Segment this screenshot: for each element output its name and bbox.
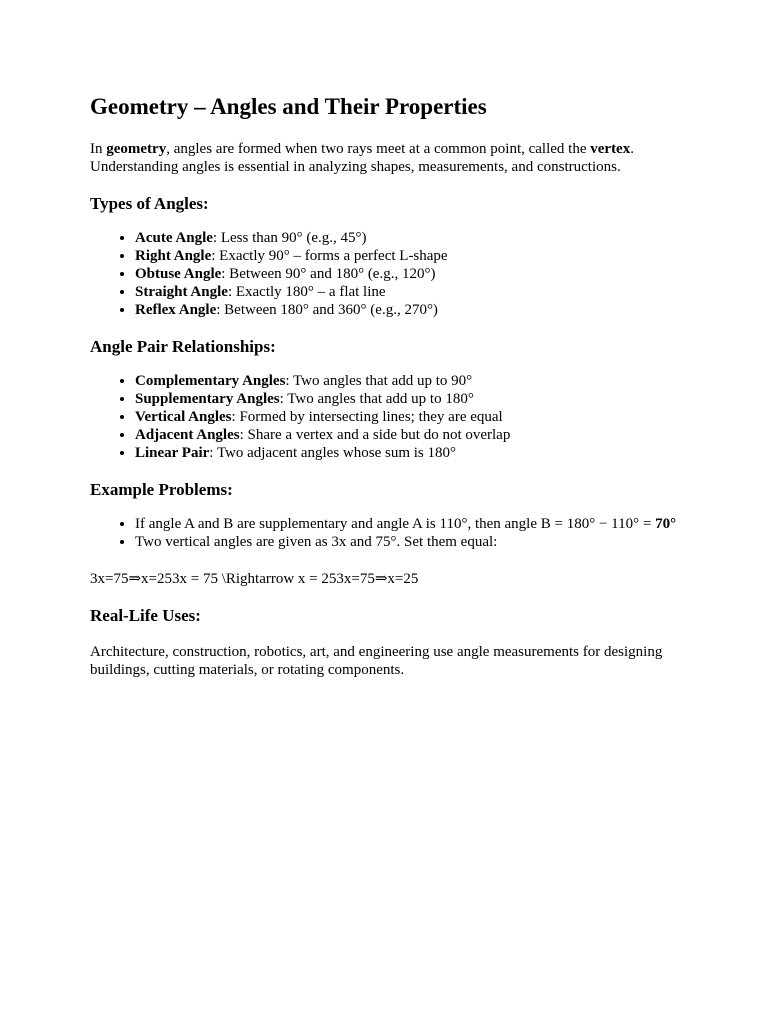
term-description: : Two angles that add up to 90° bbox=[285, 373, 473, 389]
example-answer: 70° bbox=[655, 516, 677, 532]
list-item bbox=[135, 283, 680, 301]
section-heading-types: Types of Angles: bbox=[90, 194, 209, 213]
intro-text-mid: , angles are formed when two rays meet at a common point, called the bbox=[166, 141, 591, 157]
list-item bbox=[135, 444, 680, 462]
term: Acute Angle bbox=[135, 230, 213, 246]
page-title: Geometry – Angles and Their Properties bbox=[90, 94, 487, 119]
term: Vertical Angles bbox=[135, 409, 232, 425]
term-description: : Two angles that add up to 180° bbox=[279, 391, 474, 407]
term: Obtuse Angle bbox=[135, 266, 222, 282]
intro-text-post: . Understanding angles is essential in analyzing shapes, measurements, and constructions. bbox=[90, 141, 634, 175]
examples-list bbox=[90, 515, 680, 551]
term: Adjacent Angles bbox=[135, 427, 240, 443]
term-description: : Share a vertex and a side but do not overlap bbox=[239, 427, 511, 443]
list-item bbox=[135, 247, 680, 265]
list-item bbox=[135, 390, 680, 408]
term-description: : Formed by intersecting lines; they are equal bbox=[231, 409, 503, 425]
intro-term-vertex: vertex bbox=[590, 141, 631, 157]
list-item bbox=[135, 265, 680, 283]
section-heading-uses: Real-Life Uses: bbox=[90, 606, 201, 625]
pairs-list bbox=[90, 372, 680, 462]
term-description: : Exactly 90° – forms a perfect L-shape bbox=[211, 248, 448, 264]
term-description: : Two adjacent angles whose sum is 180° bbox=[209, 445, 457, 461]
term-description: : Exactly 180° – a flat line bbox=[227, 284, 386, 300]
term: Linear Pair bbox=[135, 445, 210, 461]
intro-paragraph bbox=[90, 140, 680, 176]
list-item bbox=[135, 515, 680, 533]
term: Reflex Angle bbox=[135, 302, 217, 318]
example-text: Two vertical angles are given as 3x and 75°. Set them equal: bbox=[135, 534, 498, 550]
intro-term-geometry: geometry bbox=[106, 141, 167, 157]
list-item bbox=[135, 408, 680, 426]
document-page bbox=[90, 92, 680, 679]
list-item bbox=[135, 372, 680, 390]
term: Straight Angle bbox=[135, 284, 228, 300]
section-heading-pairs: Angle Pair Relationships: bbox=[90, 337, 276, 356]
term: Supplementary Angles bbox=[135, 391, 280, 407]
term: Complementary Angles bbox=[135, 373, 286, 389]
equation-line: 3x=75⇒x=253x = 75 \Rightarrow x = 253x=75⇒x=25 bbox=[90, 571, 419, 587]
term: Right Angle bbox=[135, 248, 212, 264]
term-description: : Between 90° and 180° (e.g., 120°) bbox=[221, 266, 436, 282]
intro-text-pre: In bbox=[90, 141, 107, 157]
section-heading-examples: Example Problems: bbox=[90, 480, 233, 499]
term-description: : Between 180° and 360° (e.g., 270°) bbox=[216, 302, 438, 318]
term-description: : Less than 90° (e.g., 45°) bbox=[212, 230, 367, 246]
types-list bbox=[90, 229, 680, 319]
list-item bbox=[135, 229, 680, 247]
list-item bbox=[135, 301, 680, 319]
example-text: If angle A and B are supplementary and angle A is 110°, then angle B = 180° − 110° = bbox=[135, 516, 656, 532]
list-item bbox=[135, 533, 680, 551]
list-item bbox=[135, 426, 680, 444]
uses-paragraph: Architecture, construction, robotics, art, and engineering use angle measurements for designing buildings, cutting materials, or rotating components. bbox=[90, 644, 663, 678]
